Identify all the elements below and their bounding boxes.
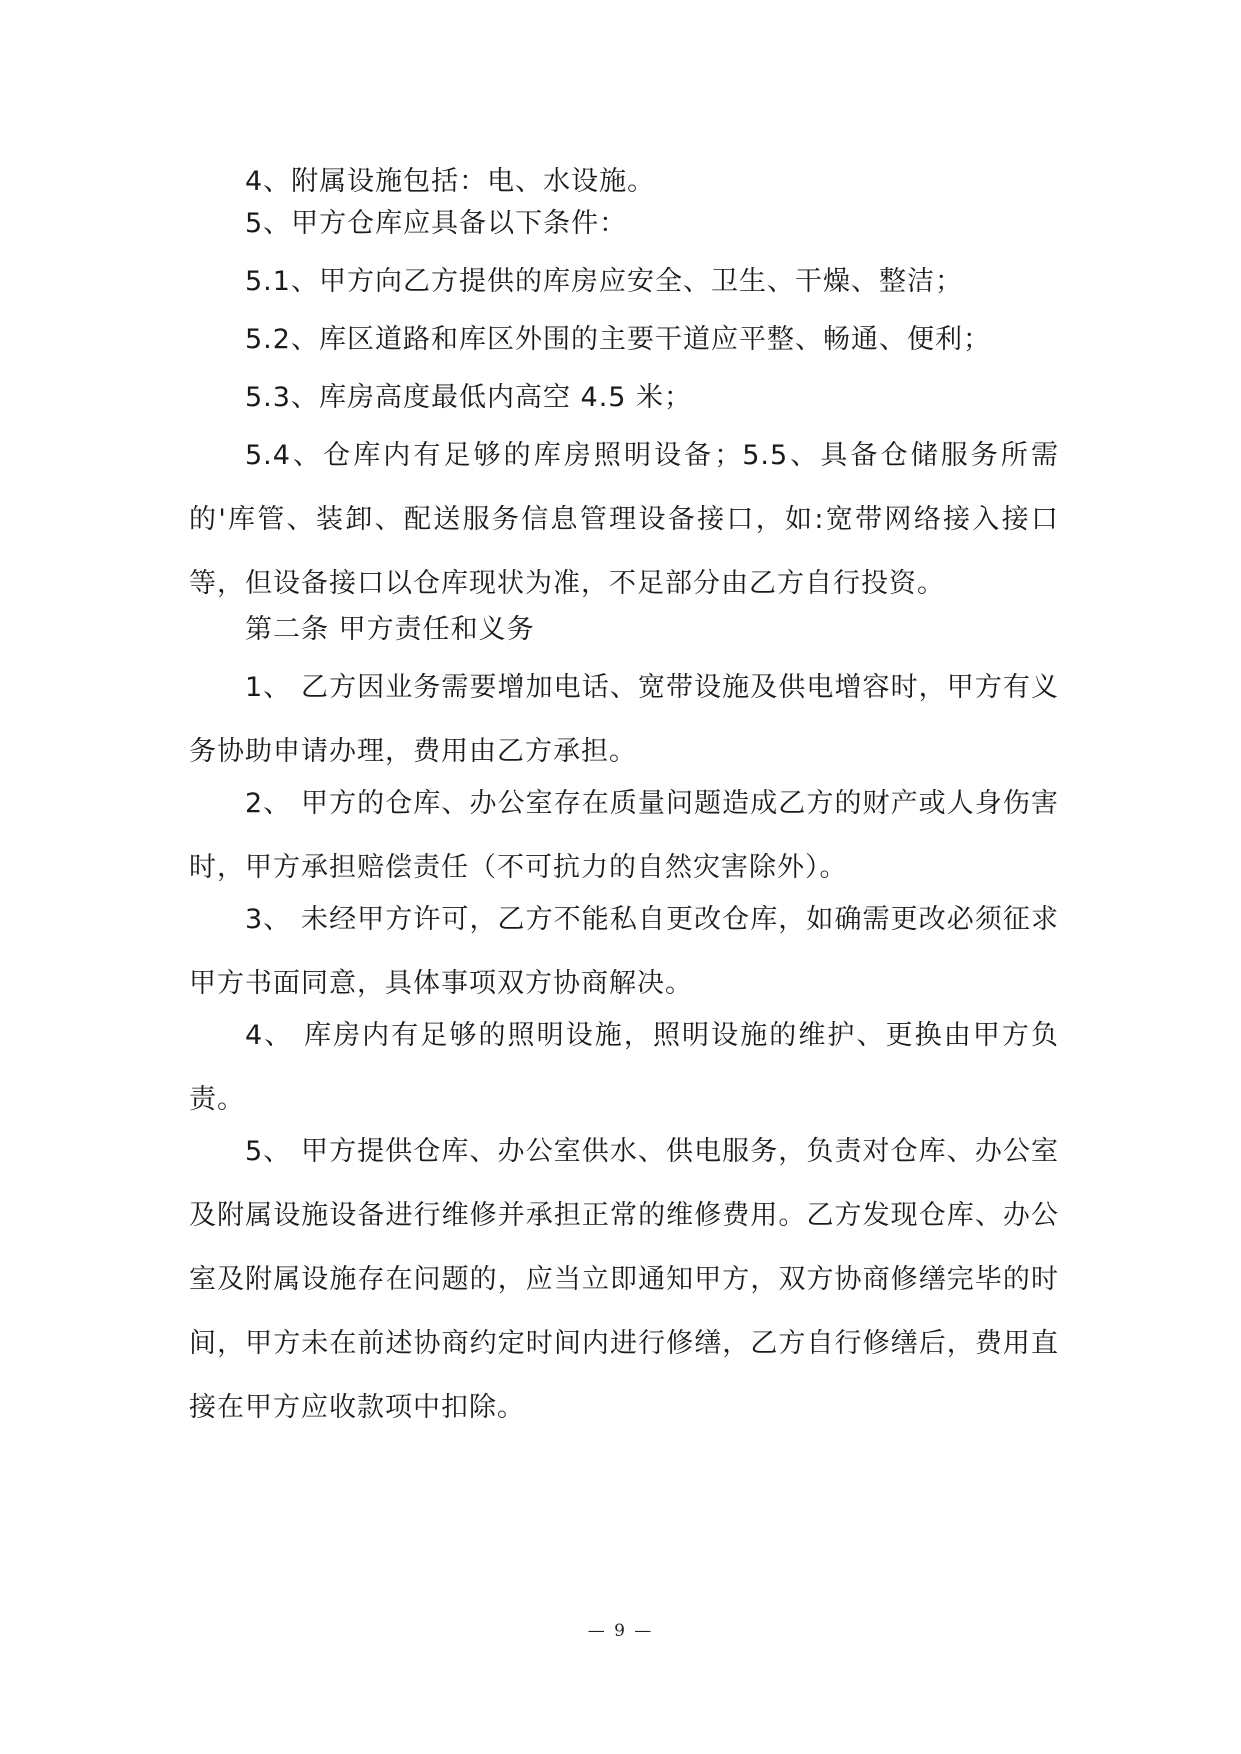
paragraph-duty-3: 3、 未经甲方许可，乙方不能私自更改仓库，如确需更改必须征求甲方书面同意，具体事项双方协商解决。: [189, 904, 1059, 999]
paragraph-ancillary-facilities: 4、附属设施包括：电、水设施。: [245, 166, 656, 197]
page-number: — 9 —: [587, 1621, 654, 1641]
paragraph-duty-5: 5、 甲方提供仓库、办公室供水、供电服务，负责对仓库、办公室及附属设施设备进行维修并承担正常的维修费用。乙方发现仓库、办公室及附属设施存在问题的，应当立即通知甲方，双方协商修缮完毕的时间，甲方未在前述协商约定时间内进行修缮，乙方自行修缮后，费用直接在甲方应收款项中扣除。: [189, 1136, 1059, 1423]
paragraph-clause-5-3: 5.3、库房高度最低内高空 4.5 米；: [245, 382, 693, 413]
paragraph-warehouse-conditions: 5、甲方仓库应具备以下条件：: [245, 208, 628, 239]
paragraph-clause-5-4-5-5: 5.4、仓库内有足够的库房照明设备；5.5、具备仓储服务所需的'库管、装卸、配送服务信息管理设备接口，如:宽带网络接入接口等，但设备接口以仓库现状为准，不足部分由乙方自行投资。: [189, 440, 1059, 599]
section-heading-article-2: 第二条 甲方责任和义务: [245, 614, 535, 645]
paragraph-duty-1: 1、 乙方因业务需要增加电话、宽带设施及供电增容时，甲方有义务协助申请办理，费用由乙方承担。: [189, 672, 1059, 767]
paragraph-clause-5-1: 5.1、甲方向乙方提供的库房应安全、卫生、干燥、整洁；: [245, 266, 963, 297]
paragraph-clause-5-2: 5.2、库区道路和库区外围的主要干道应平整、畅通、便利；: [245, 324, 991, 355]
paragraph-duty-4: 4、 库房内有足够的照明设施，照明设施的维护、更换由甲方负责。: [189, 1020, 1059, 1115]
paragraph-duty-2: 2、 甲方的仓库、办公室存在质量问题造成乙方的财产或人身伤害时，甲方承担赔偿责任（不可抗力的自然灾害除外）。: [189, 788, 1059, 883]
